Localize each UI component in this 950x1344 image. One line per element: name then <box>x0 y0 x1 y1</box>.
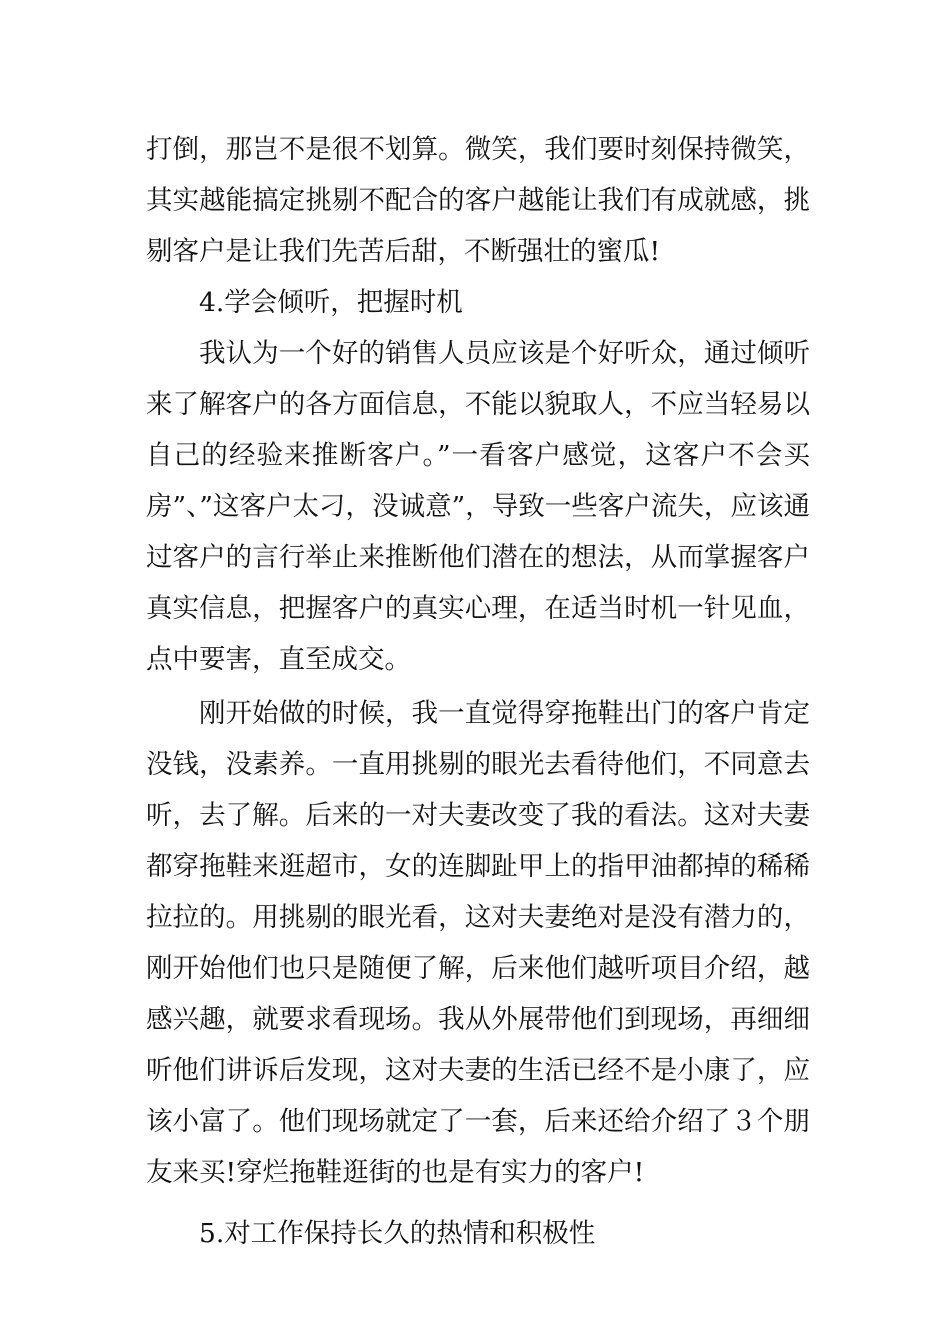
document-body <box>146 124 810 1259</box>
paragraph-smile: 打倒，那岂不是很不划算。微笑，我们要时刻保持微笑，其实越能搞定挑剔不配合的客户越能让我们有成就感，挑剔客户是让我们先苦后甜，不断强壮的蜜瓜! <box>146 134 810 267</box>
paragraph-listening: 我认为一个好的销售人员应该是个好听众，通过倾听来了解客户的各方面信息，不能以貌取人，不应当轻易以自己的经验来推断客户。”一看客户感觉，这客户不会买房”、”这客户太刁，没诚意”，导致一些客户流失，应该通过客户的言行举止来推断他们潜在的想法，从而掌握客户真实信息，把握客户的真实心理，在适当时机一针见血，点中要害，直至成交。 <box>146 338 810 675</box>
section-heading-4: 4.学会倾听，把握时机 <box>199 287 463 318</box>
paragraph-slipper-story: 刚开始做的时候，我一直觉得穿拖鞋出门的客户肯定没钱，没素养。一直用挑剔的眼光去看待他们，不同意去听，去了解。后来的一对夫妻改变了我的看法。这对夫妻都穿拖鞋来逛超市，女的连脚趾甲上的指甲油都掉的稀稀拉拉的。用挑剔的眼光看，这对夫妻绝对是没有潜力的，刚开始他们也只是随便了解，后来他们越听项目介绍，越感兴趣，就要求看现场。我从外展带他们到现场，再细细听他们讲诉后发现，这对夫妻的生活已经不是小康了，应该小富了。他们现场就定了一套，后来还给介绍了３个朋友来买!穿烂拖鞋逛街的也是有实力的客户! <box>146 698 810 1188</box>
section-heading-5: 5.对工作保持长久的热情和积极性 <box>199 1218 596 1249</box>
